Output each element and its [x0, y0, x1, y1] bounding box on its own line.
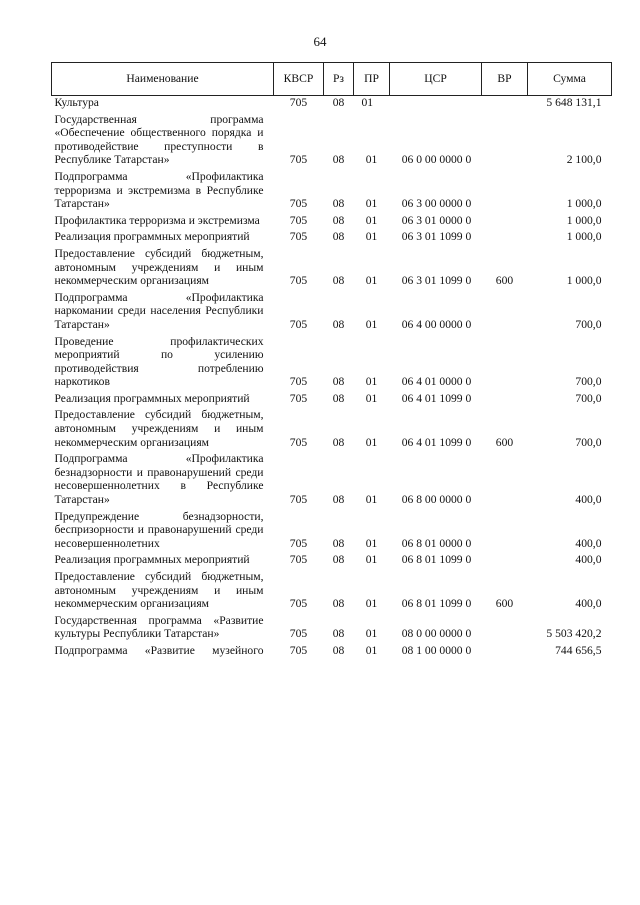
cell-csr: 06 3 01 1099 0 — [401, 230, 472, 244]
cell-kvsr: 705 — [289, 435, 308, 449]
cell-csr — [390, 96, 482, 112]
cell-name: Государственная программа «Развитие культуры Республики Татарстан» — [54, 613, 264, 641]
table-row — [52, 509, 612, 553]
cell-vr: 600 — [495, 435, 514, 449]
cell-name: Предоставление субсидий бюджетным, автономным учреждениям и иным некоммерческим организациям — [54, 570, 264, 611]
table-row — [52, 552, 612, 569]
cell-vr — [482, 290, 528, 334]
cell-sum: 5 648 131,1 — [546, 96, 602, 109]
cell-sum: 700,0 — [575, 391, 602, 405]
cell-kvsr: 705 — [289, 197, 308, 211]
cell-vr — [482, 451, 528, 508]
column-header-vr: ВР — [482, 63, 528, 96]
table-row — [52, 334, 612, 391]
cell-csr: 06 4 01 0000 0 — [401, 375, 472, 389]
table-row — [52, 569, 612, 613]
cell-csr: 06 8 01 1099 0 — [401, 553, 472, 567]
cell-name: Подпрограмма «Профилактика наркомании среди населения Республики Татарстан» — [54, 290, 264, 331]
table-row — [52, 391, 612, 408]
cell-sum: 400,0 — [575, 536, 602, 550]
table-row — [52, 246, 612, 290]
cell-vr — [482, 213, 528, 230]
cell-kvsr: 705 — [289, 627, 308, 641]
cell-vr — [482, 334, 528, 391]
cell-rz: 08 — [332, 493, 345, 507]
cell-csr: 06 8 01 0000 0 — [401, 536, 472, 550]
cell-vr — [482, 229, 528, 246]
cell-pr: 01 — [365, 536, 378, 550]
table-row — [52, 290, 612, 334]
cell-kvsr: 705 — [289, 597, 308, 611]
cell-name: Подпрограмма «Развитие музейного — [54, 643, 264, 657]
cell-vr — [482, 613, 528, 643]
cell-sum: 1 000,0 — [566, 274, 602, 288]
column-header-name: Наименование — [52, 63, 274, 96]
cell-pr: 01 — [365, 435, 378, 449]
cell-rz: 08 — [332, 643, 345, 657]
cell-pr: 01 — [365, 391, 378, 405]
cell-kvsr: 705 — [289, 230, 308, 244]
budget-table — [51, 62, 612, 660]
cell-pr: 01 — [365, 153, 378, 167]
cell-csr: 06 0 00 0000 0 — [401, 153, 472, 167]
cell-kvsr: 705 — [289, 153, 308, 167]
cell-name: Предоставление субсидий бюджетным, автономным учреждениям и иным некоммерческим организациям — [54, 246, 264, 288]
cell-kvsr: 705 — [289, 391, 308, 405]
cell-kvsr: 705 — [289, 493, 308, 507]
cell-vr — [482, 112, 528, 169]
cell-kvsr: 705 — [289, 274, 308, 288]
cell-pr: 01 — [365, 493, 378, 507]
table-row — [52, 613, 612, 643]
column-header-sum: Сумма — [528, 63, 612, 96]
cell-csr: 06 4 00 0000 0 — [401, 317, 472, 331]
cell-pr: 01 — [365, 627, 378, 641]
cell-sum: 400,0 — [575, 493, 602, 507]
cell-pr: 01 — [365, 230, 378, 244]
cell-rz: 08 — [332, 153, 345, 167]
cell-vr — [482, 509, 528, 553]
cell-csr: 06 8 01 1099 0 — [401, 597, 472, 611]
cell-kvsr: 705 — [289, 643, 308, 657]
cell-vr — [482, 169, 528, 213]
cell-csr: 08 1 00 0000 0 — [401, 643, 472, 657]
table-row — [52, 451, 612, 508]
cell-rz: 08 — [332, 213, 345, 227]
cell-rz: 08 — [332, 627, 345, 641]
cell-kvsr: 705 — [289, 375, 308, 389]
cell-csr: 06 4 01 1099 0 — [401, 435, 472, 449]
table-body — [52, 96, 612, 660]
cell-csr: 08 0 00 0000 0 — [401, 627, 472, 641]
cell-pr: 01 — [365, 643, 378, 657]
table-row — [52, 96, 612, 112]
cell-csr: 06 4 01 1099 0 — [401, 391, 472, 405]
page-number: 64 — [313, 34, 327, 49]
cell-kvsr: 705 — [289, 213, 308, 227]
cell-sum: 700,0 — [575, 435, 602, 449]
table-row — [52, 407, 612, 451]
cell-rz: 08 — [332, 317, 345, 331]
cell-rz: 08 — [332, 375, 345, 389]
cell-pr: 01 — [365, 553, 378, 567]
cell-rz: 08 — [332, 597, 345, 611]
cell-kvsr: 705 — [289, 536, 308, 550]
cell-csr: 06 3 01 1099 0 — [401, 274, 472, 288]
cell-rz: 08 — [332, 553, 345, 567]
cell-rz: 08 — [332, 435, 345, 449]
cell-csr: 06 3 00 0000 0 — [401, 197, 472, 211]
cell-sum: 744 656,5 — [555, 643, 602, 657]
cell-csr: 06 3 01 0000 0 — [401, 213, 472, 227]
cell-kvsr: 705 — [289, 317, 308, 331]
table-row — [52, 112, 612, 169]
cell-pr: 01 — [361, 96, 374, 109]
cell-vr — [482, 552, 528, 569]
table-row — [52, 213, 612, 230]
cell-name: Профилактика терроризма и экстремизма — [54, 213, 260, 227]
cell-rz: 08 — [332, 536, 345, 550]
cell-sum: 400,0 — [575, 553, 602, 567]
cell-vr — [482, 643, 528, 660]
cell-rz: 08 — [332, 96, 345, 109]
cell-name: Культура — [54, 96, 99, 109]
cell-vr — [482, 391, 528, 408]
cell-vr: 600 — [495, 597, 514, 611]
cell-csr: 06 8 00 0000 0 — [401, 493, 472, 507]
cell-name: Проведение профилактических мероприятий по усилению противодействия потреблению наркотиков — [54, 334, 264, 389]
column-header-rz: Рз — [324, 63, 354, 96]
cell-name: Реализация программных мероприятий — [54, 230, 250, 244]
cell-sum: 700,0 — [575, 375, 602, 389]
cell-pr: 01 — [365, 197, 378, 211]
cell-name: Реализация программных мероприятий — [54, 391, 250, 405]
cell-sum: 1 000,0 — [566, 230, 602, 244]
cell-sum: 1 000,0 — [566, 197, 602, 211]
cell-pr: 01 — [365, 213, 378, 227]
cell-name: Государственная программа «Обеспечение общественного порядка и противодействие преступности в Республике Татарстан» — [54, 112, 264, 167]
cell-sum: 1 000,0 — [566, 213, 602, 227]
table-header-row — [52, 63, 612, 96]
cell-sum: 400,0 — [575, 597, 602, 611]
cell-rz: 08 — [332, 230, 345, 244]
cell-rz: 08 — [332, 197, 345, 211]
cell-vr — [482, 96, 528, 112]
cell-name: Подпрограмма «Профилактика безнадзорности и правонарушений среди несовершеннолетних в Республике Татарстан» — [54, 452, 264, 507]
cell-kvsr: 705 — [289, 553, 308, 567]
cell-pr: 01 — [365, 274, 378, 288]
cell-sum: 2 100,0 — [566, 153, 602, 167]
table-row — [52, 643, 612, 660]
table-row — [52, 169, 612, 213]
cell-vr: 600 — [495, 274, 514, 288]
cell-rz: 08 — [332, 274, 345, 288]
cell-rz: 08 — [332, 391, 345, 405]
cell-name: Реализация программных мероприятий — [54, 553, 250, 567]
table-row — [52, 229, 612, 246]
cell-sum: 700,0 — [575, 317, 602, 331]
cell-name: Подпрограмма «Профилактика терроризма и экстремизма в Республике Татарстан» — [54, 169, 264, 211]
cell-pr: 01 — [365, 375, 378, 389]
cell-pr: 01 — [365, 317, 378, 331]
cell-name: Предоставление субсидий бюджетным, автономным учреждениям и иным некоммерческим организациям — [54, 408, 264, 449]
cell-sum: 5 503 420,2 — [546, 627, 602, 641]
column-header-csr: ЦСР — [390, 63, 482, 96]
cell-pr: 01 — [365, 597, 378, 611]
cell-kvsr: 705 — [289, 96, 308, 109]
column-header-kvsr: КВСР — [274, 63, 324, 96]
column-header-pr: ПР — [354, 63, 390, 96]
cell-name: Предупреждение безнадзорности, беспризорности и правонарушений среди несовершеннолетних — [54, 509, 264, 550]
